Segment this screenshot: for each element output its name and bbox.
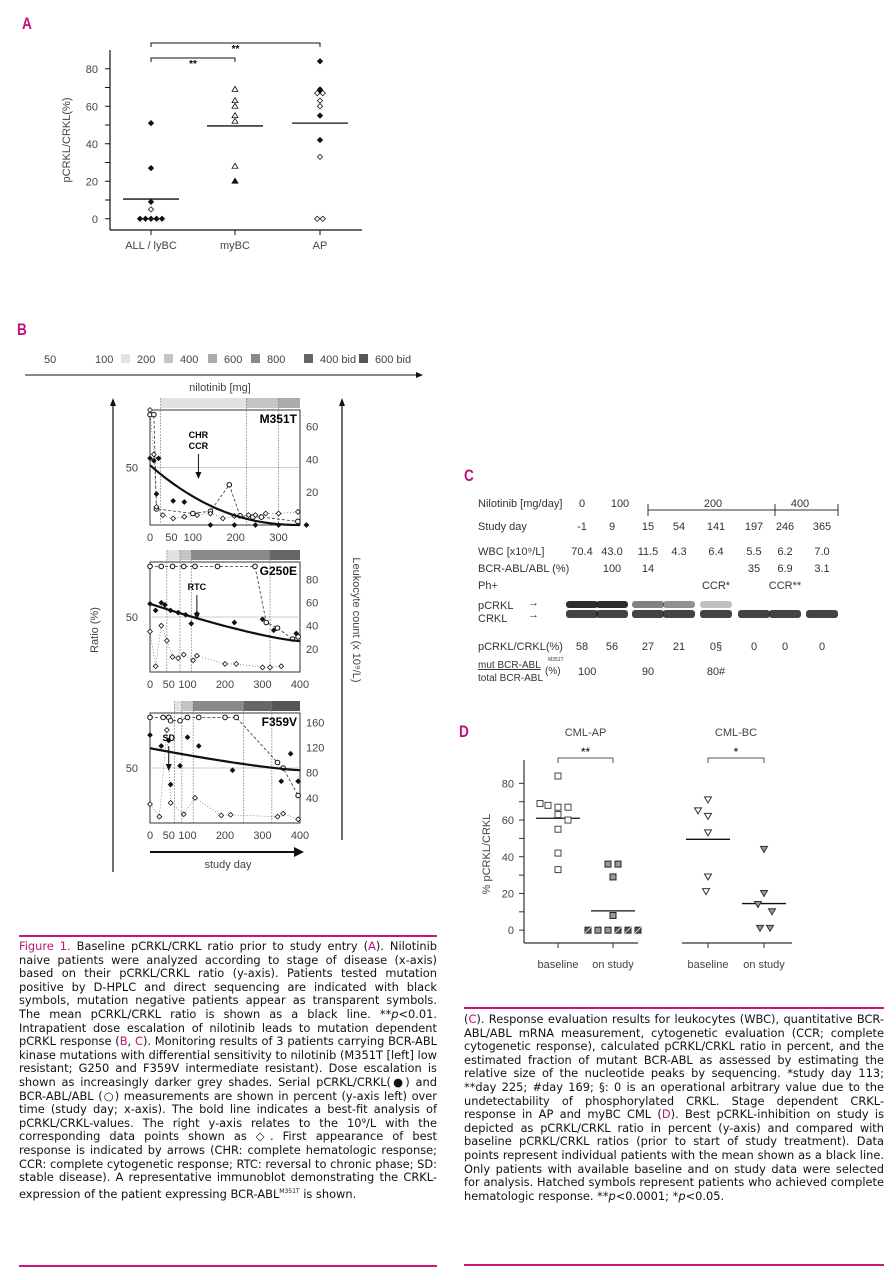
response-annotation: SD (162, 733, 176, 743)
mut-ratio-value: 90 (641, 666, 655, 678)
response-annotation: CCR (188, 441, 209, 451)
row-value: 5.5 (746, 546, 762, 558)
caption-text: ). Best pCRKL-inhibition on study is depicted as pCRKL/CRKL ratio in percent (y-axis) and compared with baseline pCRKL/CRKL ratios (prior to start of study treatment). Data points represent individual patients with the mean shown as a black line. Only patients with available baseline and on study data were selected for analysis. Hatched symbols represent patients who achieved complete hematologic response. ** (464, 1107, 884, 1203)
response-arrow-head-icon (166, 764, 172, 771)
y-tick-label: 40 (501, 851, 514, 864)
x-tick-label: 50 (165, 532, 178, 544)
on-study-point (615, 861, 621, 867)
dose-band (174, 701, 182, 711)
x-tick-label: 200 (226, 532, 245, 544)
mut-ratio-value: 100 (578, 666, 597, 678)
pcrkl-row-value: 0 (781, 641, 789, 653)
leukocyte-point (219, 813, 224, 818)
right-tick-label: 40 (306, 792, 319, 805)
dose-band (193, 701, 244, 711)
row-label: Study day (478, 521, 527, 533)
left-tick-label: 50 (125, 462, 138, 475)
dose-value: 0 (578, 498, 586, 510)
pcrkl-point (196, 744, 201, 749)
leukocyte-point (228, 812, 233, 817)
left-tick-label: 50 (125, 763, 138, 775)
leukocyte-point (148, 802, 153, 807)
significance-label: ** (580, 745, 591, 759)
on-study-point (761, 890, 768, 896)
pcrkl-point (230, 768, 235, 773)
x-tick-label: AP (312, 240, 328, 252)
row-value: 6.4 (708, 546, 724, 558)
on-study-point (605, 861, 611, 867)
baseline-point (555, 773, 561, 779)
row-value: CCR** (768, 580, 802, 592)
y-tick-label: 80 (501, 778, 514, 791)
study-day-label: study day (204, 859, 252, 871)
dose-value: 400 (790, 498, 810, 510)
caption-rule-top-left (19, 935, 437, 937)
pcrkl-band (663, 601, 695, 608)
x-tick-label: 0 (146, 532, 154, 544)
mutation-label: F359V (261, 715, 297, 729)
row-value: 365 (812, 521, 832, 533)
group-title: CML-BC (714, 727, 758, 739)
group-cml-bc (682, 727, 792, 971)
crkl-band (632, 610, 664, 618)
row-value: 6.2 (777, 546, 793, 558)
response-annotation: CHR (188, 430, 209, 440)
pcrkl-band (632, 601, 664, 608)
caption-text: <0.01. Intrapatient dose escalation of nilotinib leads to mutation dependent pCRKL response ( (19, 1006, 437, 1049)
crkl-band (566, 610, 598, 618)
x-tick-label: 200 (215, 679, 235, 691)
panel-ref-b: B (119, 1034, 128, 1049)
dose-legend-label: 100 (95, 354, 114, 366)
dose-legend-label: 600 bid (375, 354, 412, 366)
immunoblot (0, 595, 896, 635)
right-tick-label: 40 (306, 454, 319, 467)
chart-d (450, 715, 830, 980)
pcrkl-row-value: 58 (575, 641, 589, 653)
panel-letter-d: D (459, 722, 469, 741)
x-tick-label: 100 (178, 830, 197, 842)
dose-axis-label: nilotinib [mg] (189, 382, 251, 394)
caption-text: <0.0001; * (615, 1188, 679, 1203)
mut-ratio-superscript: M351T (548, 657, 564, 663)
y-axis-label: % pCRKL/CRKL (481, 813, 493, 895)
left-tick-label: 50 (125, 612, 138, 624)
y-tick-label: 0 (91, 213, 98, 226)
leukocyte-point (281, 811, 286, 816)
pcrkl-row-value: 56 (605, 641, 619, 653)
y-axis-label: pCRKL/CRKL(%) (61, 97, 73, 183)
leukocyte-point (157, 814, 162, 819)
right-tick-label: 20 (306, 643, 319, 656)
dose-legend-label: 800 (267, 354, 286, 366)
right-tick-label: 160 (306, 717, 325, 730)
pcrkl-point (279, 779, 284, 784)
right-tick-label: 40 (306, 620, 319, 633)
bcr-abl-point (148, 715, 153, 720)
significance-label: * (733, 745, 739, 759)
leukocyte-point (275, 814, 280, 819)
bcr-abl-point (234, 715, 239, 720)
on-study-point (757, 925, 764, 931)
x-tick-label: ALL / lyBC (125, 240, 177, 252)
mut-ratio-numerator: mut BCR-ABL (478, 660, 541, 671)
baseline-point (565, 804, 571, 810)
baseline-point (703, 889, 710, 895)
row-label: Ph+ (478, 580, 498, 592)
arrow-icon: → (528, 609, 539, 621)
leukocyte-axis-label: Leukocyte count (x 10⁹/L) (350, 557, 362, 683)
dose-legend-label: 400 (180, 354, 199, 366)
leukocyte-point (193, 795, 198, 800)
caption-superscript: M351T (279, 1187, 300, 1195)
leukocyte-line (150, 730, 298, 819)
caption-rule-bottom-left (19, 1265, 437, 1267)
significance-label: ** (189, 59, 197, 70)
x-tick-label: myBC (220, 240, 250, 252)
x-tick-label: 400 (290, 830, 310, 842)
y-tick-label: 60 (85, 101, 98, 114)
x-tick-label: on study (743, 959, 785, 971)
pcrkl-point (185, 735, 190, 740)
x-tick-label: on study (592, 959, 634, 971)
row-value: 246 (775, 521, 795, 533)
caption-text: Baseline pCRKL/CRKL ratio prior to study entry ( (70, 939, 369, 953)
panel-ref-d: D (661, 1107, 671, 1122)
pcrkl-point (288, 751, 293, 756)
caption-text: ). Nilotinib naive patients were analyzed according to stage of disease (x-axis) based on their pCRKL/CRKL ratio (y-axis). Patients tested mutation positive by D-HPLC and direct sequencing are indicated with black symbols, mutation negative patients appear as transparent symbols. The mean pCRKL/CRKL ratio is shown as a black line. ** (19, 939, 437, 1021)
row-value: 3.1 (814, 563, 830, 575)
row-value: 141 (706, 521, 726, 533)
pcrkl-band (700, 601, 732, 608)
right-tick-label: 120 (306, 742, 325, 755)
right-tick-label: 60 (306, 421, 319, 434)
x-tick-label: 100 (178, 679, 197, 691)
mutation-label: G250E (259, 564, 297, 578)
y-tick-label: 20 (501, 888, 514, 901)
crkl-band (700, 610, 732, 618)
y-tick-label: 0 (507, 925, 514, 938)
row-value: 35 (747, 563, 761, 575)
caption-rule-bottom-right (464, 1264, 884, 1266)
row-value: 70.4 (571, 546, 593, 558)
panel-letter-c: C (464, 466, 474, 485)
dose-row-label: Nilotinib [mg/day] (478, 498, 563, 510)
caption-italic: p (678, 1188, 686, 1203)
right-tick-label: 80 (306, 574, 319, 587)
baseline-point (555, 867, 561, 873)
caption-text: ( (464, 1012, 469, 1026)
caption-text: ). Monitoring results of 3 patients carrying BCR-ABL kinase mutations with differential sensitivity to nilotinib (M351T [left] low resistant; G250 and F359V intermediate resistant). Dose escalation is shown as increasingly darker grey shades. Serial pCRKL/CRKL(●) and BCR-ABL/ABL (○) measurements are shown in percent (y-axis left) over time (study day; x-axis). The bold line indicates a best-fit analysis of pCRKL/CRKL-values. The right y-axis relates to the 10⁹/L with the corresponding data points shown as ◇. First appearance of best response is indicated by arrows (CHR: complete hematologic response; CCR: complete cytogenetic response; RTC: reversal to chronic phase; SD: stable disease). A representative immunoblot demonstrating the CRKL-expression of the patient expressing BCR-ABL (19, 1034, 437, 1201)
dose-legend-label: 50 (44, 354, 57, 366)
on-study-point (605, 927, 611, 933)
x-tick-label: 200 (215, 830, 235, 842)
baseline-point (695, 808, 702, 814)
x-tick-label: 50 (162, 830, 175, 842)
x-tick-label: 50 (162, 679, 175, 691)
crkl-band (769, 610, 801, 618)
row-value: 7.0 (814, 546, 830, 558)
pcrkl-point (168, 782, 173, 787)
figure-caption-right (464, 1013, 884, 1203)
blot-label-crkl: CRKL (478, 613, 508, 625)
baseline-point (545, 802, 551, 808)
panel-letter-a: A (22, 14, 32, 33)
study-day-arrow-icon (294, 847, 304, 857)
caption-text: ). Response evaluation results for leukocytes (WBC), quantitative BCR-ABL/ABL mRNA measurement, cytogenetic evaluation (CCR; complete cytogenetic response), calculated pCRKL/CRKL ratio in percent, and the estimated fraction of mutant BCR-ABL as assessed by estimating the relative size of the nucleotide peaks by sequencing. *study day 113; **day 225; #day 169; §: 0 is an operational arbitrary value due to the undetectability of phosphorylated CRKL. Stage dependent CRKL-response in AP and myBC CML ( (464, 1012, 884, 1122)
mut-ratio-value: 80# (706, 666, 726, 678)
x-tick-label: baseline (537, 959, 579, 971)
arrow-icon: → (528, 597, 539, 609)
on-study-point (595, 927, 601, 933)
crkl-band (663, 610, 695, 618)
x-tick-label: 0 (146, 679, 154, 691)
row-value: 14 (641, 563, 655, 575)
bcr-abl-point (168, 718, 173, 723)
x-tick-label: baseline (687, 959, 729, 971)
right-tick-label: 60 (306, 597, 319, 610)
dose-band (182, 701, 193, 711)
leukocyte-point (168, 800, 173, 805)
baseline-point (537, 801, 543, 807)
row-label: WBC [x10⁹/L] (478, 546, 545, 558)
bcr-abl-point (275, 760, 280, 765)
pcrkl-point (148, 733, 153, 738)
caption-italic: p (608, 1188, 616, 1203)
mutation-label: M351T (259, 412, 297, 426)
pcrkl-row-value: 0 (750, 641, 758, 653)
on-study-point (761, 846, 768, 852)
response-annotation: RTC (187, 582, 207, 592)
pcrkl-point (159, 744, 164, 749)
crkl-band (738, 610, 770, 618)
blot-label-pcrkl: pCRKL (478, 600, 514, 612)
dose-band (272, 701, 300, 711)
y-tick-label: 20 (85, 176, 98, 189)
figure-caption-left (19, 940, 437, 1201)
caption-text: is shown. (299, 1186, 357, 1201)
y-tick-label: 60 (501, 815, 514, 828)
baseline-point (705, 813, 712, 819)
row-value: 11.5 (637, 546, 659, 558)
group-title: CML-AP (564, 727, 607, 739)
on-study-point (767, 925, 774, 931)
panel-ref-c: C (134, 1034, 143, 1049)
mut-ratio-unit: (%) (545, 666, 561, 677)
dose-value: 100 (610, 498, 630, 510)
y-tick-label: 80 (85, 63, 98, 76)
row-value: 54 (672, 521, 686, 533)
panel-letter-b: B (17, 320, 27, 339)
caption-rule-top-right (464, 1007, 884, 1009)
x-tick-label: 300 (253, 830, 272, 842)
dose-legend-label: 600 (224, 354, 243, 366)
pcrkl-band (566, 601, 598, 608)
row-value: CCR* (701, 580, 731, 592)
row-value: 6.9 (777, 563, 793, 575)
row-value: 100 (602, 563, 622, 575)
ratio-axis-label: Ratio (%) (89, 607, 101, 653)
caption-text: <0.05. (685, 1188, 725, 1203)
bcr-abl-point (196, 715, 201, 720)
bcr-abl-point (161, 715, 166, 720)
significance-label: ** (231, 44, 240, 55)
row-label: BCR-ABL/ABL (%) (478, 563, 570, 575)
best-fit-line (150, 748, 300, 770)
baseline-point (705, 874, 712, 880)
leukocyte-point (164, 728, 169, 733)
pcrkl-row-label: pCRKL/CRKL(%) (478, 641, 563, 653)
on-study-point (755, 901, 762, 907)
dose-legend-label: 400 bid (320, 354, 357, 366)
figure-label: Figure 1. (19, 939, 71, 953)
pcrkl-row-value: 0§ (709, 641, 723, 653)
x-tick-label: 400 (290, 679, 310, 691)
baseline-point (705, 797, 712, 803)
y-tick-label: 40 (85, 138, 98, 151)
dose-legend-label: 200 (137, 354, 156, 366)
row-value: 9 (608, 521, 616, 533)
mut-ratio-denominator: total BCR-ABL (478, 673, 544, 684)
caption-italic: p (391, 1006, 399, 1021)
pcrkl-row-value: 0 (818, 641, 826, 653)
caption-sep: , (127, 1034, 135, 1049)
baseline-point (555, 812, 561, 818)
on-study-point (610, 912, 616, 918)
bcr-abl-point (178, 718, 183, 723)
baseline-point (565, 817, 571, 823)
panel-ref-a: A (368, 939, 376, 953)
dose-band (244, 701, 272, 711)
baseline-point (705, 830, 712, 836)
row-value: 197 (744, 521, 764, 533)
pcrkl-band (596, 601, 628, 608)
on-study-point (769, 909, 776, 915)
bcr-abl-point (223, 715, 228, 720)
dose-bracket-line (648, 504, 838, 516)
baseline-point (555, 850, 561, 856)
x-tick-label: 100 (183, 532, 203, 544)
x-tick-label: 300 (253, 679, 272, 691)
row-value: -1 (577, 521, 587, 533)
dose-value: 200 (703, 498, 723, 510)
pcrkl-row-value: 21 (672, 641, 686, 653)
bcr-abl-point (185, 715, 190, 720)
bcr-abl-point (296, 793, 301, 798)
baseline-point (555, 826, 561, 832)
baseline-point (555, 804, 561, 810)
group-cml-ap (524, 727, 641, 971)
crkl-band (806, 610, 838, 618)
row-value: 15 (641, 521, 655, 533)
x-tick-label: 300 (269, 532, 288, 544)
panel-ref-c: C (468, 1012, 477, 1026)
x-tick-label: 0 (146, 830, 154, 842)
subplot-f359v (126, 701, 325, 842)
crkl-band (596, 610, 628, 618)
on-study-point (610, 874, 616, 880)
row-value: 43.0 (601, 546, 623, 558)
right-tick-label: 20 (306, 487, 319, 500)
row-value: 4.3 (671, 546, 687, 558)
pcrkl-row-value: 27 (641, 641, 655, 653)
right-tick-label: 80 (306, 767, 319, 780)
